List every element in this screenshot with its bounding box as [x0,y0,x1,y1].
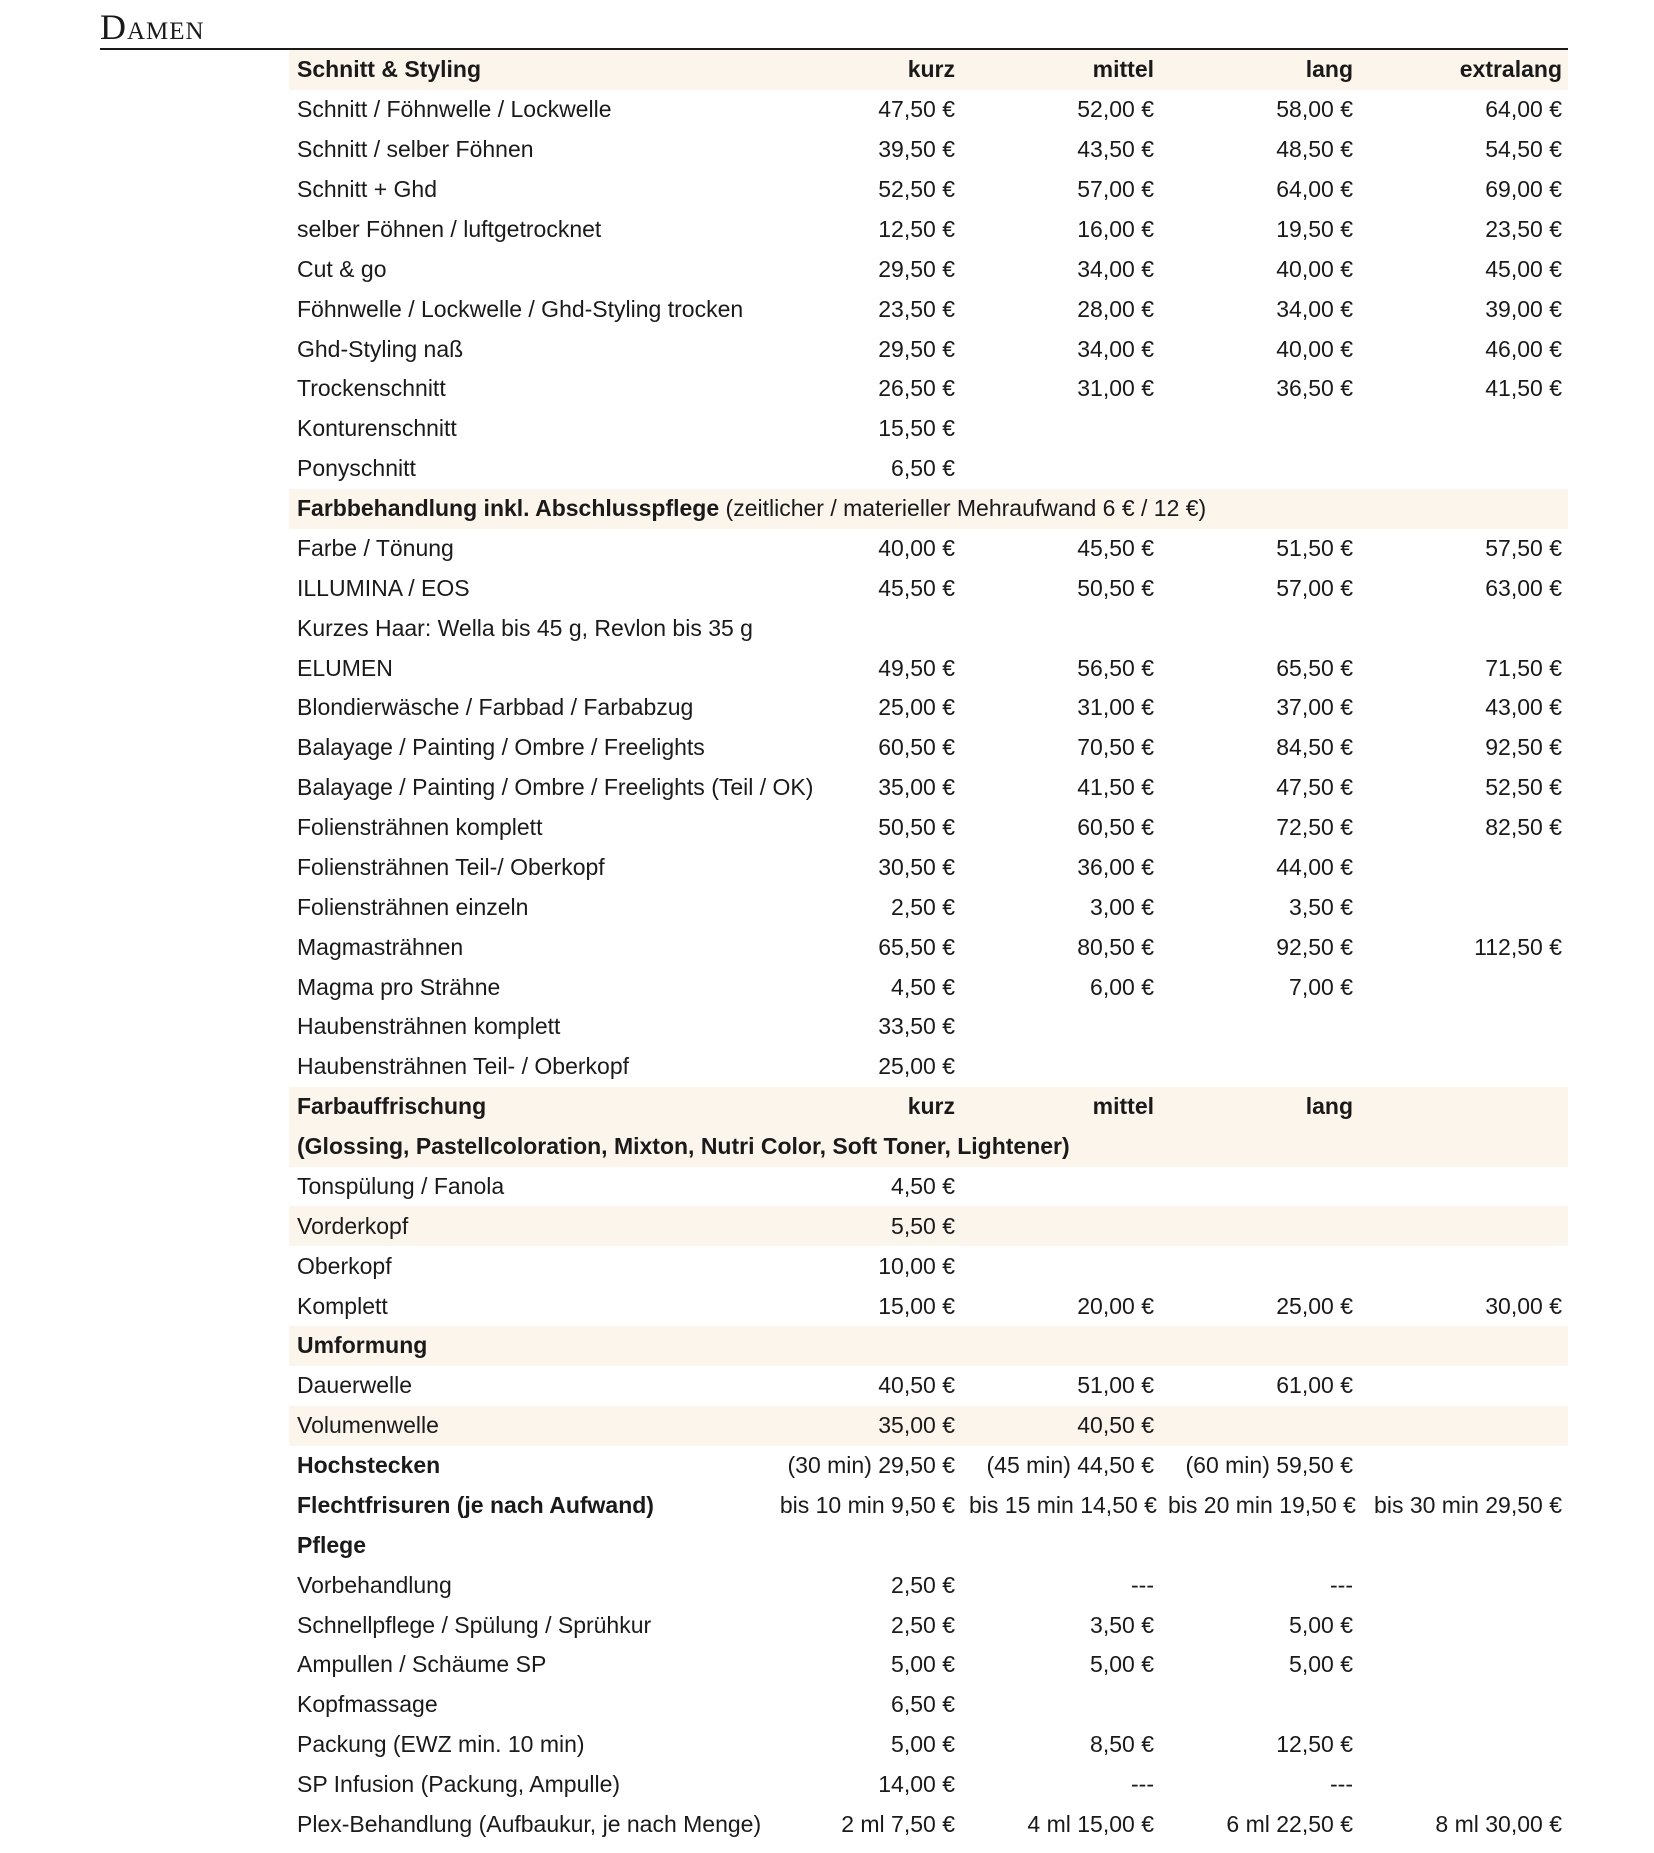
price-kurz: 6,50 € [891,1691,955,1718]
price-lang [1160,1326,1359,1366]
section-header-row [289,1127,1568,1167]
price-kurz: bis 10 min 9,50 € [779,1491,955,1518]
price-row [289,808,1568,848]
price-row [289,369,1568,409]
price-lang: 36,50 € [1276,375,1353,402]
section-title: Farbbehandlung inkl. Abschlusspflege [297,495,720,522]
service-name: Foliensträhnen komplett [297,814,543,841]
price-kurz: 39,50 € [878,136,955,163]
section-header-row [289,1326,1568,1366]
price-lang: 44,00 € [1276,853,1353,880]
price-mittel: mittel [961,50,1160,90]
service-name: ELUMEN [297,654,393,681]
price-extralang: 71,50 € [1485,654,1562,681]
price-row [289,1565,1568,1605]
price-mittel: 52,00 € [1077,96,1154,123]
price-row [289,967,1568,1007]
price-lang: 92,50 € [1276,933,1353,960]
service-name: Dauerwelle [297,1372,413,1399]
service-name: Farbe / Tönung [297,534,454,561]
price-lang: --- [1330,1771,1353,1798]
price-row [289,1486,1568,1526]
price-row [289,1525,1568,1565]
service-name: Schnitt & Styling [289,50,761,90]
price-mittel: mittel [961,1087,1160,1127]
price-lang [1160,1246,1359,1286]
price-lang: (60 min) 59,50 € [1185,1452,1353,1479]
price-extralang: 23,50 € [1485,215,1562,242]
price-extralang: 57,50 € [1485,534,1562,561]
service-name: Trockenschnitt [297,375,446,402]
price-lang: 5,00 € [1289,1651,1353,1678]
price-mittel: 56,50 € [1077,654,1154,681]
price-row [289,1007,1568,1047]
price-kurz: 2,50 € [891,1571,955,1598]
price-extralang: bis 30 min 29,50 € [1374,1491,1562,1518]
service-name: Schnitt + Ghd [297,176,437,203]
price-mittel: 45,50 € [1077,534,1154,561]
price-row [289,329,1568,369]
price-extralang [1359,409,1568,449]
price-lang: 19,50 € [1276,215,1353,242]
price-kurz: 5,50 € [761,1206,961,1246]
price-row [289,130,1568,170]
price-extralang [1359,1047,1568,1087]
price-lang: 34,00 € [1276,295,1353,322]
price-lang [1160,409,1359,449]
price-row [289,1685,1568,1725]
section-note: (zeitlicher / materieller Mehraufwand 6 € / 12 €) [719,495,1207,522]
price-kurz: 23,50 € [878,295,955,322]
price-row [289,210,1568,250]
service-name: Haubensträhnen Teil- / Oberkopf [297,1053,629,1080]
price-extralang: 41,50 € [1485,375,1562,402]
service-name: Flechtfrisuren (je nach Aufwand) [297,1491,654,1518]
price-extralang [1359,1206,1568,1246]
service-name: Blondierwäsche / Farbbad / Farbabzug [297,694,694,721]
price-kurz: 30,50 € [878,853,955,880]
price-mittel: 51,00 € [1077,1372,1154,1399]
price-extralang [1359,449,1568,489]
price-extralang: 46,00 € [1485,335,1562,362]
price-mittel: 43,50 € [1077,136,1154,163]
service-name: Vorderkopf [289,1206,761,1246]
price-row [289,1446,1568,1486]
price-mittel: 31,00 € [1077,694,1154,721]
service-name: Kopfmassage [297,1691,438,1718]
price-extralang [1359,1007,1568,1047]
price-lang [1160,1525,1359,1565]
price-kurz: 50,50 € [878,814,955,841]
price-lang: 7,00 € [1289,973,1353,1000]
price-row [289,1206,1568,1246]
price-extralang: 82,50 € [1485,814,1562,841]
price-kurz: 33,50 € [878,1013,955,1040]
price-mittel: 34,00 € [1077,335,1154,362]
price-kurz: 15,00 € [878,1292,955,1319]
price-extralang: 63,00 € [1485,574,1562,601]
price-mittel: 60,50 € [1077,814,1154,841]
price-extralang [1359,1167,1568,1207]
price-kurz: 40,00 € [878,534,955,561]
price-kurz: 25,00 € [878,1053,955,1080]
price-mittel: 8,50 € [1090,1731,1154,1758]
price-extralang [1359,848,1568,888]
price-extralang: 54,50 € [1485,136,1562,163]
price-row [289,1725,1568,1765]
price-kurz: 65,50 € [878,933,955,960]
price-mittel [961,1246,1160,1286]
price-extralang: extralang [1359,50,1568,90]
price-kurz: 60,50 € [878,734,955,761]
price-lang: 84,50 € [1276,734,1353,761]
price-extralang: 64,00 € [1485,96,1562,123]
price-table [289,50,1568,1844]
price-extralang: 39,00 € [1485,295,1562,322]
price-kurz: 12,50 € [878,215,955,242]
service-name: Ampullen / Schäume SP [297,1651,547,1678]
service-name: Foliensträhnen Teil-/ Oberkopf [297,853,605,880]
service-name: Foliensträhnen einzeln [297,893,529,920]
service-name: Oberkopf [297,1252,392,1279]
price-mittel: 36,00 € [1077,853,1154,880]
price-kurz: 14,00 € [878,1771,955,1798]
price-row [289,1286,1568,1326]
price-lang [1160,1167,1359,1207]
price-mittel: 6,00 € [1090,973,1154,1000]
price-row [289,1765,1568,1805]
price-row [289,648,1568,688]
price-extralang [1359,1725,1568,1765]
section-header-row [289,489,1568,529]
price-mittel: 20,00 € [1077,1292,1154,1319]
note-text: Kurzes Haar: Wella bis 45 g, Revlon bis 35 g [297,614,753,641]
service-name: ILLUMINA / EOS [297,574,470,601]
price-kurz: 5,00 € [891,1731,955,1758]
price-lang: 3,50 € [1289,893,1353,920]
price-extralang: 43,00 € [1485,694,1562,721]
price-kurz: 26,50 € [878,375,955,402]
price-lang [1160,1685,1359,1725]
price-kurz: 35,00 € [878,774,955,801]
price-mittel: 57,00 € [1077,176,1154,203]
service-name: SP Infusion (Packung, Ampulle) [297,1771,621,1798]
service-name: Magma pro Strähne [297,973,501,1000]
price-lang: 12,50 € [1276,1731,1353,1758]
price-kurz: 25,00 € [878,694,955,721]
price-row [289,1645,1568,1685]
service-name: Tonspülung / Fanola [297,1172,505,1199]
price-extralang [1359,1685,1568,1725]
price-row [289,289,1568,329]
price-mittel: 50,50 € [1077,574,1154,601]
price-lang [1160,1007,1359,1047]
price-lang: lang [1160,1087,1359,1127]
price-kurz [761,1326,961,1366]
price-extralang [1359,1565,1568,1605]
price-lang: 72,50 € [1276,814,1353,841]
price-kurz: 4,50 € [891,1172,955,1199]
price-mittel: 16,00 € [1077,215,1154,242]
price-lang: 57,00 € [1276,574,1353,601]
price-lang: lang [1160,50,1359,90]
price-mittel: 4 ml 15,00 € [1027,1810,1154,1837]
price-extralang [1359,1525,1568,1565]
price-mittel: 34,00 € [1077,255,1154,282]
price-kurz: 5,00 € [891,1651,955,1678]
price-lang: 61,00 € [1276,1372,1353,1399]
price-lang [1160,1206,1359,1246]
price-mittel: 3,50 € [1090,1611,1154,1638]
price-lang: bis 20 min 19,50 € [1168,1491,1356,1518]
service-name: Haubensträhnen komplett [297,1013,561,1040]
price-kurz: 4,50 € [891,973,955,1000]
price-mittel: 3,00 € [1090,893,1154,920]
service-name: selber Föhnen / luftgetrocknet [297,215,602,242]
price-mittel [961,1047,1160,1087]
price-lang: 64,00 € [1276,176,1353,203]
price-mittel [961,449,1160,489]
price-row [289,1605,1568,1645]
price-mittel [961,1685,1160,1725]
price-lang: 51,50 € [1276,534,1353,561]
price-kurz: 6,50 € [891,455,955,482]
price-lang: 5,00 € [1289,1611,1353,1638]
price-extralang [1359,1645,1568,1685]
price-lang: 58,00 € [1276,96,1353,123]
price-mittel [961,1525,1160,1565]
service-name: Pflege [297,1531,367,1558]
price-kurz: 2,50 € [891,893,955,920]
service-name: Umformung [289,1326,761,1366]
price-kurz: 2,50 € [891,1611,955,1638]
price-extralang: 30,00 € [1485,1292,1562,1319]
section-subtitle: (Glossing, Pastellcoloration, Mixton, Nutri Color, Soft Toner, Lightener) [289,1127,1568,1167]
price-row [289,90,1568,130]
price-row [289,768,1568,808]
price-extralang [1359,1406,1568,1446]
service-name: Schnellpflege / Spülung / Sprühkur [297,1611,652,1638]
price-row [289,1366,1568,1406]
price-lang: 37,00 € [1276,694,1353,721]
price-kurz: 45,50 € [878,574,955,601]
note-row [289,608,1568,648]
service-name: Komplett [297,1292,388,1319]
service-name: Ponyschnitt [297,455,416,482]
price-extralang [1359,1765,1568,1805]
price-kurz: 10,00 € [878,1252,955,1279]
price-mittel: 41,50 € [1077,774,1154,801]
price-row [289,568,1568,608]
price-kurz: 15,50 € [878,415,955,442]
price-extralang [1359,1087,1568,1127]
price-mittel: --- [1131,1571,1154,1598]
price-extralang: 112,50 € [1474,933,1562,960]
price-kurz: 40,50 € [878,1372,955,1399]
section-header-row [289,1087,1568,1127]
price-extralang: 92,50 € [1485,734,1562,761]
page-title: Damen [100,7,205,47]
service-name: Hochstecken [297,1452,441,1479]
price-lang: 25,00 € [1276,1292,1353,1319]
price-row [289,1047,1568,1087]
price-kurz: kurz [761,1087,961,1127]
price-lang [1160,449,1359,489]
price-mittel [961,1007,1160,1047]
price-extralang: 69,00 € [1485,176,1562,203]
price-kurz: 52,50 € [878,176,955,203]
price-row [289,449,1568,489]
price-lang: 6 ml 22,50 € [1226,1810,1353,1837]
price-row [289,409,1568,449]
price-row [289,249,1568,289]
price-mittel: 40,50 € [961,1406,1160,1446]
price-row [289,887,1568,927]
price-kurz [761,1525,961,1565]
price-extralang: 52,50 € [1485,774,1562,801]
service-name: Cut & go [297,255,387,282]
service-name: Vorbehandlung [297,1571,452,1598]
price-row [289,927,1568,967]
section-header-row [289,50,1568,90]
service-name: Konturenschnitt [297,415,457,442]
price-lang: 40,00 € [1276,335,1353,362]
price-row [289,170,1568,210]
price-mittel: 80,50 € [1077,933,1154,960]
price-kurz: 35,00 € [761,1406,961,1446]
service-name: Balayage / Painting / Ombre / Freelights [297,734,705,761]
price-kurz: 29,50 € [878,255,955,282]
price-mittel [961,1206,1160,1246]
price-lang: --- [1330,1571,1353,1598]
price-row [289,1167,1568,1207]
price-mittel: bis 15 min 14,50 € [969,1491,1157,1518]
price-lang: 47,50 € [1276,774,1353,801]
price-extralang [1359,1246,1568,1286]
price-lang: 65,50 € [1276,654,1353,681]
price-kurz: 49,50 € [878,654,955,681]
price-mittel: (45 min) 44,50 € [986,1452,1154,1479]
price-lang [1160,1406,1359,1446]
price-row [289,1406,1568,1446]
service-name: Plex-Behandlung (Aufbaukur, je nach Menge) [297,1810,762,1837]
service-name: Farbauffrischung [289,1087,761,1127]
price-lang: 48,50 € [1276,136,1353,163]
service-name: Schnitt / selber Föhnen [297,136,534,163]
section-title-cell [289,489,1568,529]
price-kurz: 47,50 € [878,96,955,123]
price-kurz: kurz [761,50,961,90]
price-kurz: 29,50 € [878,335,955,362]
price-mittel [961,1326,1160,1366]
service-name: Packung (EWZ min. 10 min) [297,1731,585,1758]
price-extralang: 8 ml 30,00 € [1435,1810,1562,1837]
service-name: Ghd-Styling naß [297,335,464,362]
price-extralang [1359,967,1568,1007]
price-mittel: 5,00 € [1090,1651,1154,1678]
price-row [289,529,1568,569]
price-table-body [289,50,1568,1844]
price-extralang [1359,1366,1568,1406]
price-mittel: --- [1131,1771,1154,1798]
price-mittel [961,1167,1160,1207]
service-name: Volumenwelle [289,1406,761,1446]
price-row [289,728,1568,768]
price-mittel: 31,00 € [1077,375,1154,402]
price-kurz: 2 ml 7,50 € [841,1810,955,1837]
service-name: Balayage / Painting / Ombre / Freelights (Teil / OK) [297,774,814,801]
price-row [289,848,1568,888]
price-row [289,1805,1568,1845]
price-lang: 40,00 € [1276,255,1353,282]
price-extralang [1359,1326,1568,1366]
price-extralang [1359,1446,1568,1486]
service-name: Magmasträhnen [297,933,464,960]
price-row [289,688,1568,728]
price-mittel [961,409,1160,449]
price-extralang [1359,1605,1568,1645]
service-name: Föhnwelle / Lockwelle / Ghd-Styling trocken [297,295,744,322]
service-name: Schnitt / Föhnwelle / Lockwelle [297,96,612,123]
price-extralang [1359,887,1568,927]
price-mittel: 70,50 € [1077,734,1154,761]
price-extralang: 45,00 € [1485,255,1562,282]
price-kurz: (30 min) 29,50 € [787,1452,955,1479]
price-row [289,1246,1568,1286]
price-mittel: 28,00 € [1077,295,1154,322]
price-lang [1160,1047,1359,1087]
